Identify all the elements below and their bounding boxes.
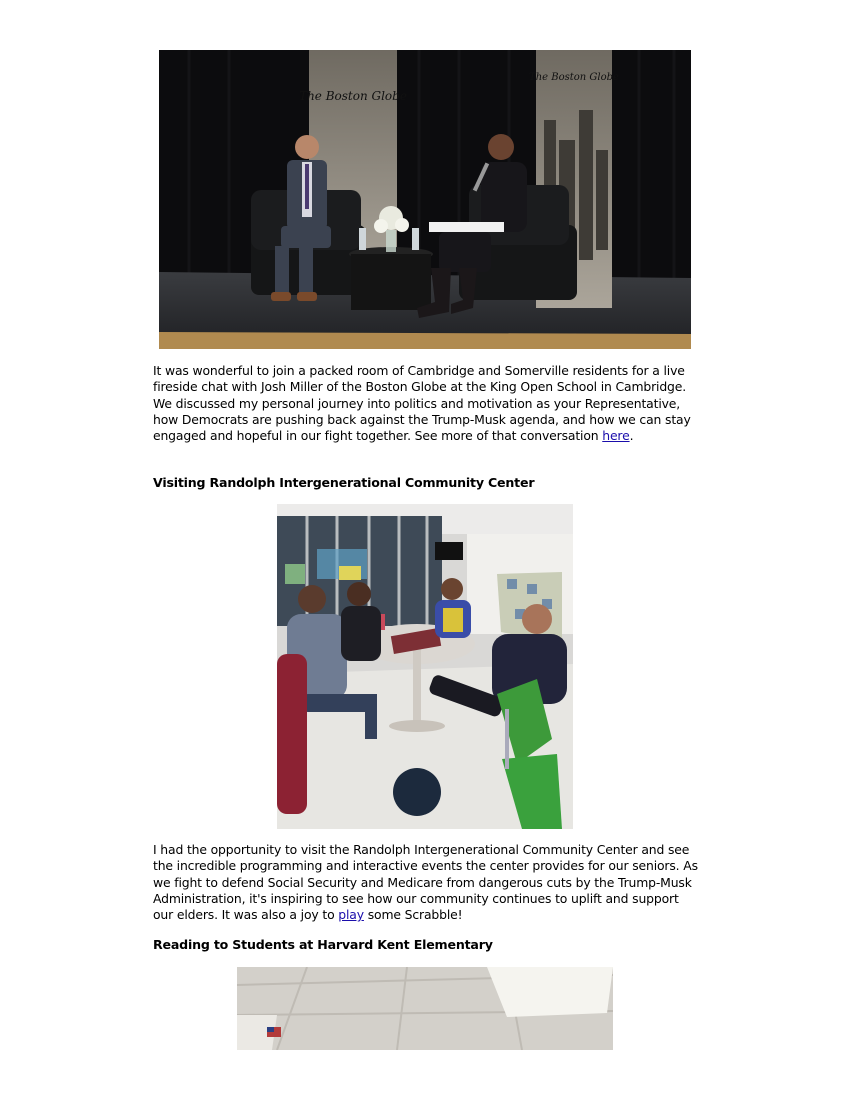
conversation-here-link[interactable]: here [602, 428, 630, 444]
community-center-text-end: some Scrabble! [363, 907, 463, 923]
fireside-chat-paragraph [153, 363, 698, 444]
banner-right-text: The Boston Globe [529, 72, 619, 83]
fireside-chat-text-end: . [629, 428, 634, 444]
community-center-text: I had the opportunity to visit the Randolph Intergenerational Community Center and see the incredible programming and interactive events the center provides for our seniors. As we fight to defend Social Security and Medicare from dangerous cuts by the Trump-Musk Administration, it's inspiring to see how our community continues to uplift and support our elders. It was also a joy to [153, 842, 698, 923]
fireside-chat-photo [159, 50, 691, 349]
section-heading-randolph: Visiting Randolph Intergenerational Community Center [153, 475, 535, 490]
fireside-chat-text: It was wonderful to join a packed room of Cambridge and Somerville residents for a live fireside chat with Josh Miller of the Boston Globe at the King Open School in Cambridge. We discussed my personal journey into politics and motivation as your Representative, how Democrats are pushing back against the Trump-Musk agenda, and how we can stay engaged and hopeful in our fight together. See more of that conversation [153, 363, 691, 444]
classroom-ceiling-photo-icon [237, 967, 613, 1050]
classroom-photo [237, 967, 613, 1050]
banner-left-text: The Boston Globe [299, 89, 407, 103]
community-center-paragraph [153, 842, 698, 923]
play-scrabble-link[interactable]: play [338, 907, 364, 923]
community-center-photo [277, 504, 573, 829]
stage-fireside-chat-photo-icon [159, 50, 691, 349]
section-heading-harvard-kent: Reading to Students at Harvard Kent Elementary [153, 937, 493, 952]
community-center-scrabble-photo-icon [277, 504, 573, 829]
